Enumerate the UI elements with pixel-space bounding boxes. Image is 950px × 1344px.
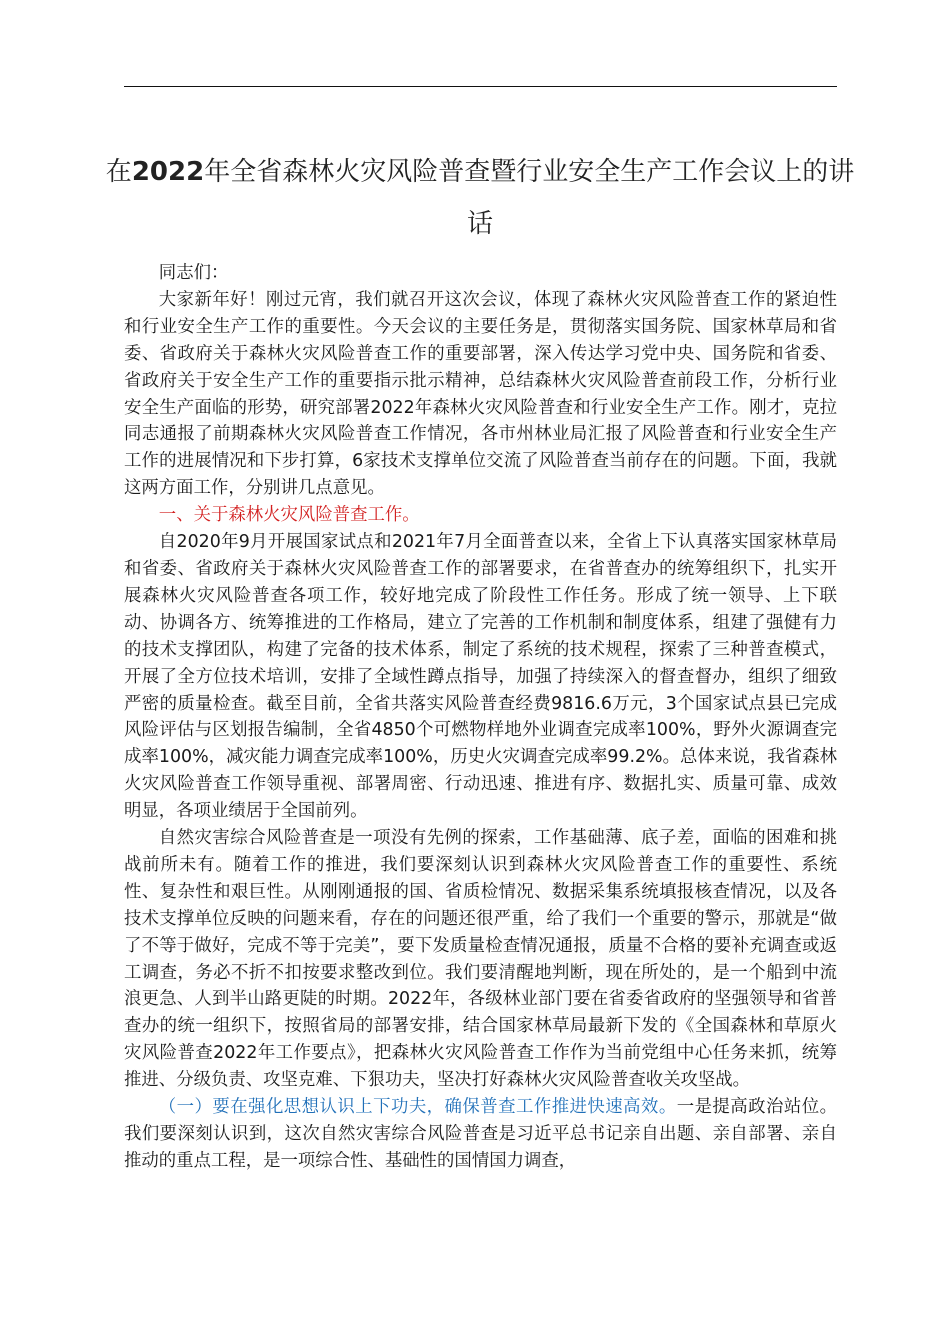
paragraph-progress: 自2020年9月开展国家试点和2021年7月全面普查以来，全省上下认真落实国家林草局和省委、省政府关于森林火灾风险普查工作的部署要求，在省普查办的统筹组织下，扎实开展森林火灾风险普查各项工作，较好地完成了阶段性工作任务。形成了统一领导、上下联动、协调各方、统筹推进的工作格局，建立了完善的工作机制和制度体系，组建了强健有力的技术支撑团队，构建了完备的技术体系，制定了系统的技术规程，探索了三种普查模式，开展了全方位技术培训，安排了全域性蹲点指导，加强了持续深入的督查督办，组织了细致严密的质量检查。截至目前，全省共落实风险普查经费9816.6万元，3个国家试点县已完成风险评估与区划报告编制，全省4850个可燃物样地外业调查完成率100%，野外火源调查完成率100%，减灾能力调查完成率100%，历史火灾调查完成率99.2%。总体来说，我省森林火灾风险普查工作领导重视、部署周密、行动迅速、推进有序、数据扎实、质量可靠、成效明显，各项业绩居于全国前列。: [124, 532, 837, 822]
greeting: 同志们：: [158, 263, 229, 283]
paragraph-challenges: 自然灾害综合风险普查是一项没有先例的探索，工作基础薄、底子差，面临的困难和挑战前所未有。随着工作的推进，我们要深刻认识到森林火灾风险普查工作的重要性、系统性、复杂性和艰巨性。从刚刚通报的国、省质检情况、数据采集系统填报核查情况，以及各技术支撑单位反映的问题来看，存在的问题还很严重，给了我们一个重要的警示，那就是“做了不等于做好，完成不等于完美”，要下发质量检查情况通报，质量不合格的要补充调查或返工调查，务必不折不扣按要求整改到位。我们要清醒地判断，现在所处的，是一个船到中流浪更急、人到半山路更陡的时期。2022年，各级林业部门要在省委省政府的坚强领导和省普查办的统一组织下，按照省局的部署安排，结合国家林草局最新下发的《全国森林和草原火灾风险普查2022年工作要点》，把森林火灾风险普查工作作为当前党组中心任务来抓，统筹推进、分级负责、攻坚克难、下狠功夫，坚决打好森林火灾风险普查收关攻坚战。: [124, 828, 837, 1091]
subsection-heading-1: （一）要在强化思想认识上下功夫，确保普查工作推进快速高效。: [158, 1097, 677, 1118]
header-rule: [124, 86, 837, 87]
title-prefix: 在: [105, 157, 132, 187]
title-year: 2022: [131, 157, 205, 187]
section-heading-1: 一、关于森林火灾风险普查工作。: [158, 505, 420, 526]
paragraph-opening: 大家新年好！刚过元宵，我们就召开这次会议，体现了森林火灾风险普查工作的紧迫性和行业安全生产工作的重要性。今天会议的主要任务是，贯彻落实国务院、国家林草局和省委、省政府关于森林火灾风险普查工作的重要部署，深入传达学习党中央、国务院和省委、省政府关于安全生产工作的重要指示批示精神，总结森林火灾风险普查前段工作，分析行业安全生产面临的形势，研究部署2022年森林火灾风险普查和行业安全生产工作。刚才，克拉同志通报了前期森林火灾风险普查工作情况，各市州林业局汇报了风险普查和行业安全生产工作的进展情况和下步打算，6家技术支撑单位交流了风险普查当前存在的问题。下面，我就这两方面工作，分别讲几点意见。: [124, 289, 837, 499]
title-rest: 年全省森林火灾风险普查暨行业安全生产工作会议上的讲话: [204, 157, 855, 239]
paragraph-subsection-1: [124, 1094, 837, 1175]
document-body: [124, 260, 837, 1175]
document-title: [100, 146, 860, 250]
subsection-1-text: 一是提高政治站位。我们要深刻认识到，这次自然灾害综合风险普查是习近平总书记亲自出题、亲自部署、亲自推动的重点工程，是一项综合性、基础性的国情国力调查，: [124, 1097, 837, 1171]
